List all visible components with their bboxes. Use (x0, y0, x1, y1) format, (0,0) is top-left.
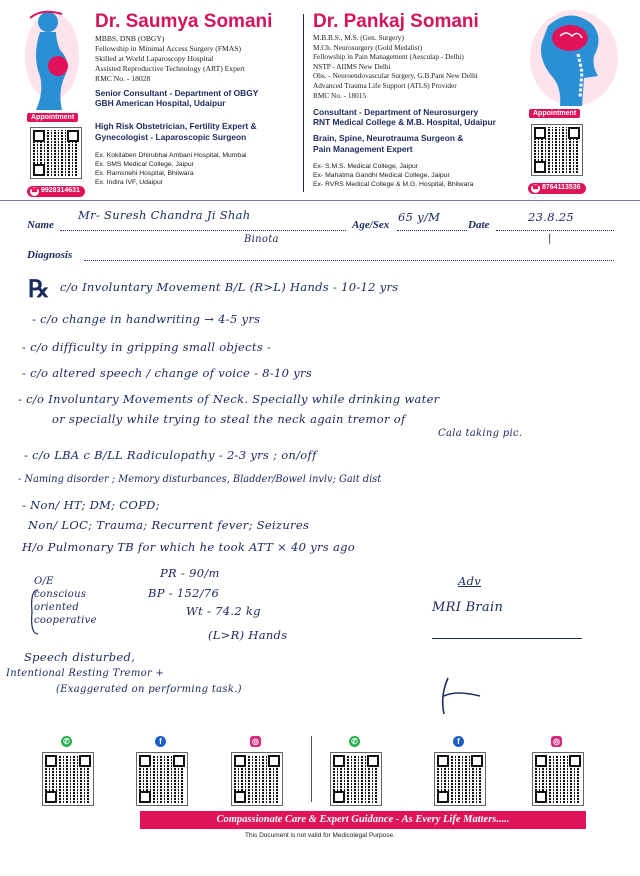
note-line: c/o Involuntary Movement B/L (R>L) Hands - 10-12 yrs (60, 280, 399, 294)
vital-value: Wt - 74.2 kg (186, 604, 261, 618)
diagnosis-label: Diagnosis (27, 249, 73, 261)
note-line: - Naming disorder ; Memory disturbances, Bladder/Bowel invlv; Gait dist (18, 474, 382, 485)
phone-badge-left[interactable] (27, 186, 85, 197)
qr-facebook-left[interactable] (136, 752, 188, 806)
doctor-right-specialty (313, 133, 463, 155)
footer-tagline: Compassionate Care & Expert Guidance - As Every Life Matters..... (140, 811, 586, 829)
vital-value: BP - 152/76 (148, 586, 220, 600)
ex-position-line: Ex- S.M.S. Medical College, Jaipur (313, 163, 419, 170)
credential-line: Skilled at World Laparoscopy Hospital (95, 54, 214, 63)
qr-code-left[interactable] (30, 127, 82, 179)
doctor-left-role (95, 88, 258, 108)
note-line: - c/o altered speech / change of voice - 8-10 yrs (22, 366, 313, 380)
phone-icon: ☎ (531, 185, 540, 191)
credential-line: Fellowship in Minimal Access Surgery (FMAS) (95, 44, 242, 53)
rx-symbol: ℞ (28, 274, 50, 303)
exam-note: (Exaggerated on performing task.) (56, 684, 242, 695)
advice-value: MRI Brain (432, 600, 504, 615)
credential-line: Obs. - Neuroendovascular Surgery, G.B.Pant New Delhi (313, 71, 478, 81)
doctor-right-credentials (313, 33, 478, 100)
name-line (60, 230, 346, 231)
doctor-left-credentials (95, 34, 245, 84)
note-line: - c/o change in handwriting → 4-5 yrs (32, 312, 261, 326)
date-mark: | (548, 233, 552, 244)
date-line (496, 230, 614, 231)
note-line: - c/o Involuntary Movements of Neck. Specially while drinking water (18, 392, 440, 406)
note-line: - Non/ HT; DM; COPD; (22, 498, 160, 512)
doctor-left-name: Dr. Saumya Somani (95, 11, 273, 32)
age-sex-label: Age/Sex (352, 219, 390, 231)
exam-note: Speech disturbed, (24, 650, 136, 664)
instagram-icon: ◎ (551, 736, 562, 747)
phone-badge-right[interactable] (528, 183, 586, 194)
footer-legal-note: This Document is not valid for Medicolegal Purpose. (245, 832, 395, 839)
specialty-line: Pain Management Expert (313, 144, 413, 154)
ex-position-line: Ex. Kokilaben Dhirubhai Ambani Hospital, Mumbai (95, 152, 247, 159)
neuro-illustration-icon (520, 6, 620, 110)
credential-line: Assisted Reproductive Technology (ART) Expert (95, 64, 245, 73)
exam-label: cooperative (34, 615, 97, 626)
doctor-left-specialty (95, 121, 257, 143)
header-bottom-rule (0, 200, 640, 201)
qr-instagram-left[interactable] (231, 752, 283, 806)
specialty-line: High Risk Obstetrician, Fertility Expert & (95, 121, 257, 131)
specialty-line: Brain, Spine, Neurotrauma Surgeon & (313, 133, 464, 143)
whatsapp-icon: ✆ (61, 736, 72, 747)
note-line: H/o Pulmonary TB for which he took ATT × 40 yrs ago (22, 540, 356, 554)
footer-divider (311, 736, 312, 802)
note-line: Cala taking pic. (438, 428, 523, 439)
credential-line: NSTP - AIIMS New Delhi (313, 61, 391, 71)
qr-instagram-right[interactable] (532, 752, 584, 806)
instagram-icon: ◎ (250, 736, 261, 747)
date-label: Date (468, 219, 490, 231)
credential-line: M.Ch. Neurosurgery (Gold Medalist) (313, 42, 423, 52)
specialty-line: Gynecologist - Laparoscopic Surgeon (95, 132, 247, 142)
phone-number-left: 9928314631 (41, 187, 80, 194)
age-sex-line (397, 230, 467, 231)
credential-line: Advanced Trauma Life Support (ATLS) Provider (313, 80, 457, 90)
obgy-illustration-icon (22, 6, 82, 112)
whatsapp-icon: ✆ (349, 736, 360, 747)
note-line: or specially while trying to steal the neck again tremor of (52, 412, 406, 426)
header-divider (303, 14, 304, 192)
name-label: Name (27, 219, 54, 231)
qr-facebook-right[interactable] (434, 752, 486, 806)
advice-label: Adv (458, 574, 482, 588)
note-line: - c/o difficulty in gripping small objects - (22, 340, 272, 354)
note-line: Non/ LOC; Trauma; Recurrent fever; Seizures (28, 518, 310, 532)
ex-position-line: Ex. Indira IVF, Udaipur (95, 179, 163, 186)
ex-position-line: Ex. SMS Medical College, Jaipur (95, 161, 194, 168)
role-line: Senior Consultant - Department of OBGY (95, 88, 259, 98)
exam-label: O/E (34, 576, 54, 587)
signature-icon (436, 676, 486, 716)
exam-label: conscious (34, 589, 87, 600)
credential-line: Fellowship in Pain Management (Aesculap - Delhi) (313, 52, 464, 62)
doctor-right-name: Dr. Pankaj Somani (313, 11, 479, 32)
credential-line: M.B.B.S., M.S. (Gen. Surgery) (313, 33, 404, 42)
patient-name-2: Binota (244, 234, 279, 245)
facebook-icon: f (155, 736, 166, 747)
exam-note: Intentional Resting Tremor + (6, 668, 165, 679)
credential-line: RMC No. - 18028 (95, 74, 151, 83)
role-line: RNT Medical College & M.B. Hospital, Udaipur (313, 117, 496, 127)
doctor-right-ex-positions (313, 162, 473, 189)
age-sex-value: 65 y/M (398, 210, 441, 224)
facebook-icon: f (453, 736, 464, 747)
vital-value: PR - 90/m (160, 566, 220, 580)
exam-label: oriented (34, 602, 80, 613)
date-value: 23.8.25 (528, 210, 574, 224)
patient-name: Mr- Suresh Chandra Ji Shah (78, 208, 251, 222)
credential-line: MBBS, DNB (OBGY) (95, 34, 165, 43)
exam-note: (L>R) Hands (208, 628, 288, 642)
qr-whatsapp-left[interactable] (42, 752, 94, 806)
doctor-right-role (313, 107, 496, 127)
credential-line: RMC No. - 18015 (313, 90, 367, 100)
ex-position-line: Ex- RVRS Medical College & M.G. Hospital, Bhilwara (313, 181, 474, 188)
role-line: GBH American Hospital, Udaipur (95, 98, 226, 108)
phone-number-right: 8764113536 (542, 184, 581, 191)
appointment-label-right: Appointment (529, 109, 580, 118)
appointment-label-left: Appointment (27, 113, 78, 122)
role-line: Consultant - Department of Neurosurgery (313, 107, 479, 117)
ex-position-line: Ex. Ramsnehi Hospital, Bhilwara (95, 170, 194, 177)
qr-whatsapp-right[interactable] (330, 752, 382, 806)
exam-bracket-icon (28, 588, 40, 636)
phone-icon: ☎ (30, 188, 39, 194)
qr-code-right[interactable] (531, 124, 583, 176)
diagnosis-line (84, 260, 614, 261)
doctor-left-ex-positions (95, 151, 247, 187)
ex-position-line: Ex- Mahatma Gandhi Medical College, Jaipur (313, 172, 450, 179)
advice-rule (432, 638, 582, 639)
exam-labels (34, 576, 97, 626)
note-line: - c/o LBA c B/LL Radiculopathy - 2-3 yrs ; on/off (24, 448, 317, 462)
